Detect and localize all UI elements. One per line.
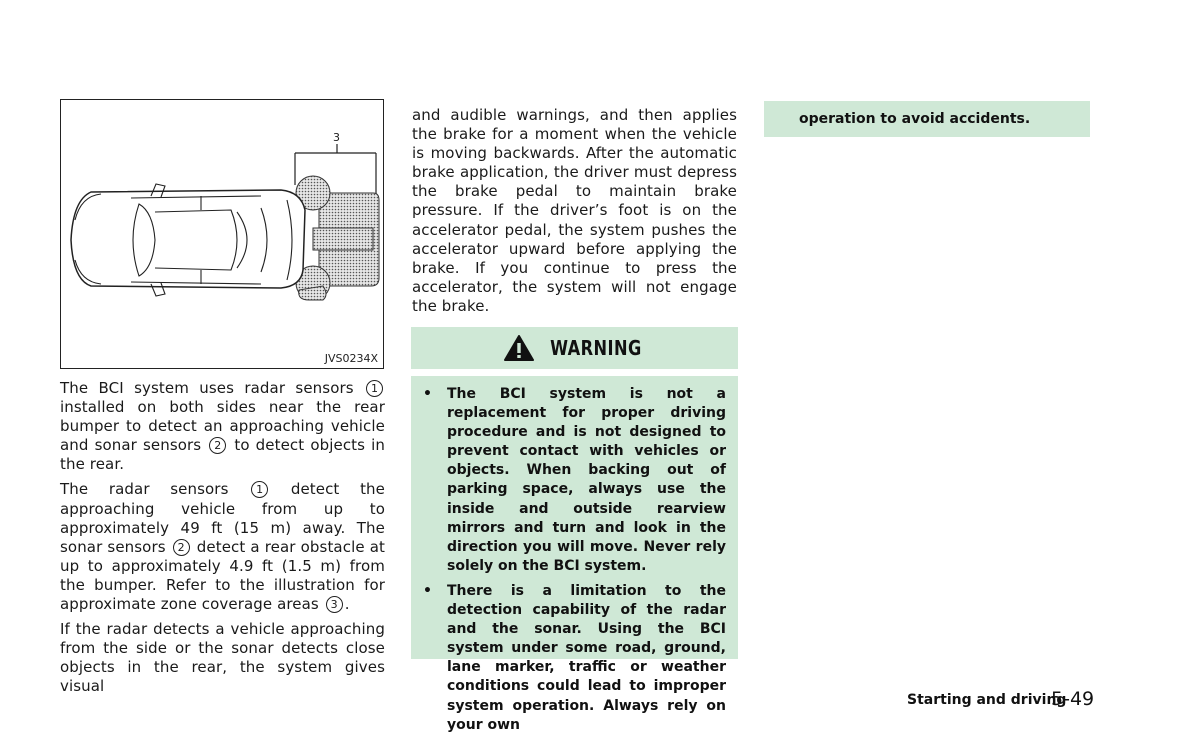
warning-item: [423, 385, 726, 576]
callout-1: 1: [251, 481, 268, 498]
text-run: detect a rear obstacle at up to approximately 4.9 ft (1.5 m) from the bumper. Refer to the illustration for approximate zone coverage areas: [60, 537, 385, 614]
warning-item: [423, 582, 726, 735]
figure-code: JVS0234X: [324, 352, 378, 365]
paragraph-warning-trigger: [60, 620, 385, 696]
callout-2: 2: [173, 539, 190, 556]
warning-header: [411, 327, 738, 369]
bullet: •: [423, 386, 432, 402]
warning-item-text: The BCI system is not a replacement for proper driving procedure and is not designed to prevent contact with vehicles or objects. When backing out of parking space, always use the inside and outside rearview mirrors and turn and look in the direction you will move. Never rely solely on the BCI system.: [447, 386, 726, 574]
text-run: The radar sensors: [60, 480, 250, 499]
page-number: 5-49: [1051, 688, 1095, 710]
callout-label: 3: [333, 131, 340, 144]
middle-column: [412, 106, 737, 316]
warning-title: WARNING: [549, 336, 642, 360]
text-run: installed on both sides near the rear bumper to detect an approaching vehicle and sonar sensors: [60, 398, 385, 455]
footer-section-title: Starting and driving: [907, 692, 1067, 708]
text-run: The BCI system uses radar sensors: [60, 379, 364, 397]
warning-triangle-icon: [503, 334, 535, 362]
car-outline: [71, 190, 305, 288]
callout-2: 2: [209, 437, 226, 454]
callout-1: 1: [366, 380, 383, 397]
callout-3: 3: [326, 596, 343, 613]
warning-item-text: There is a limitation to the detection capability of the radar and the sonar. Using the BCI system under some road, ground, lane marker, traffic or weather conditions could lead to improper system operation. Always rely on your own: [447, 582, 726, 733]
left-column: [60, 379, 385, 703]
bullet: •: [423, 582, 432, 599]
text-run: If the radar detects a vehicle approaching from the side or the sonar detects close objects in the rear, the system gives visual: [60, 620, 385, 696]
paragraph-detection-range: [60, 480, 385, 614]
text-run: to detect objects in the rear.: [60, 436, 385, 474]
vehicle-illustration: [60, 99, 384, 369]
text-run: detect the approaching vehicle from up to approximately 49 ft (15 m) away. The sonar sensors: [60, 480, 385, 556]
paragraph-sensors-intro: [60, 379, 385, 474]
paragraph-brake-behavior: and audible warnings, and then applies the brake for a moment when the vehicle is moving backwards. After the automatic brake application, the driver must depress the brake pedal to maintain brake pressure. If the driver’s foot is on the accelerator pedal, the system pushes the accelerator upward before applying the brake. If you continue to press the accelerator, the system will not engage the brake.: [412, 106, 737, 315]
warning-box: [411, 376, 738, 733]
text-run: .: [344, 595, 350, 614]
warning-continuation: operation to avoid accidents.: [764, 101, 1090, 137]
